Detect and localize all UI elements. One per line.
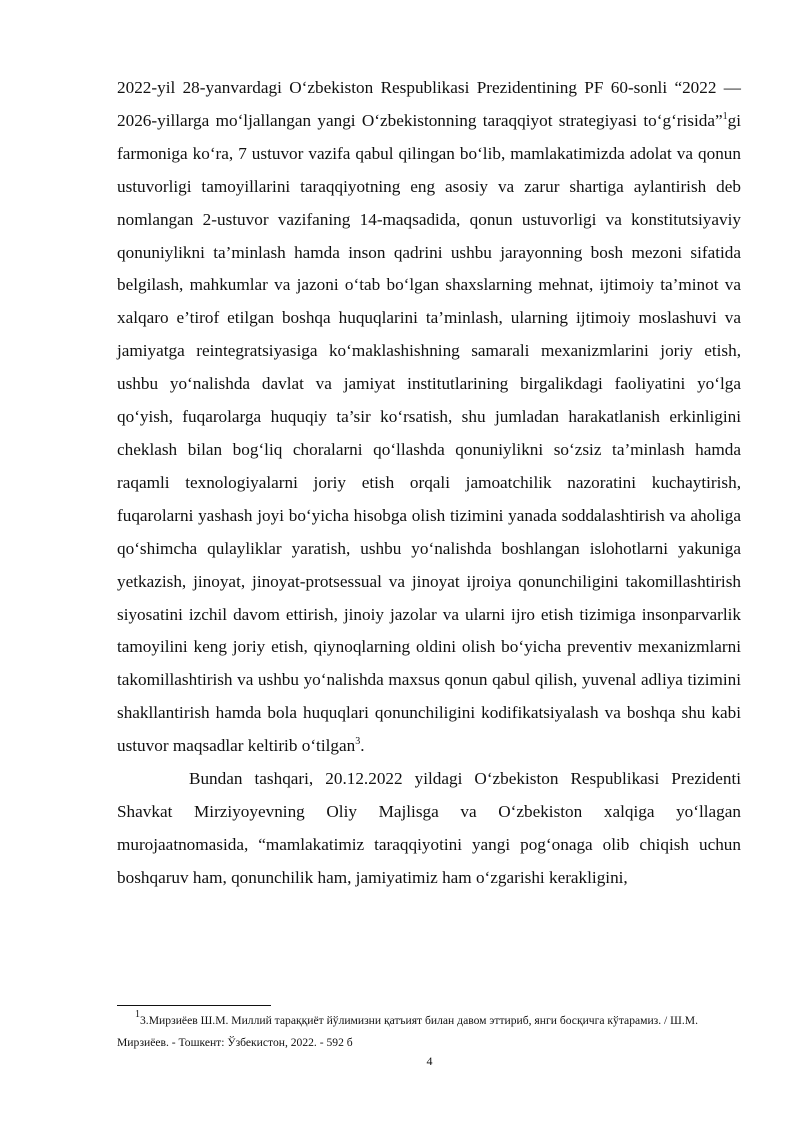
- paragraph-strategy: [117, 72, 741, 763]
- paragraph-address: Bundan tashqari, 20.12.2022 yildagi O‘zbekiston Respublikasi Prezidenti Shavkat Mirziyoyevning Oliy Majlisga va O‘zbekiston xalqiga yo‘llagan murojaatnomasida, “mamlakatimiz taraqqiyotini yangi pog‘onaga olib chiqish uchun boshqaruv ham, qonunchilik ham, jamiyatimiz ham o‘zgarishi kerakligini,: [117, 769, 741, 887]
- footnote-separator: [117, 1005, 271, 1006]
- footnote: [117, 1010, 747, 1054]
- footnote-reference-3[interactable]: 3: [355, 736, 361, 748]
- paragraph-1-text-b: gi farmoniga ko‘ra, 7 ustuvor vazifa qabul qilingan bo‘lib, mamlakatimizda adolat va qonun ustuvorligi tamoyillarini taraqqiyotning eng asosiy va zarur shartiga aylantirish deb nomlangan 2-ustuvor vazifaning 14-maqsadida, qonun ustuvorligi va konstitutsiyaviy qonuniylikni ta’minlash hamda inson qadrini ushbu jarayonning bosh mezoni sifatida belgilash, mahkumlar va jazoni o‘tab bo‘lgan shaxslarning mehnat, ijtimoiy ta’minot va xalqaro e’tirof etilgan boshqa huquqlarini ta’minlash, ularning ijtimoiy moslashuvi va jamiyatga reintegratsiyasiga ko‘maklashishning samarali mexanizmlarini joriy etish, ushbu yo‘nalishda davlat va jamiyat institutlarining birgalikdagi faoliyatini yo‘lga qo‘yish, fuqarolarga huquqiy ta’sir ko‘rsatish, shu jumladan harakatlanish erkinligini cheklash bilan bog‘liq choralarni qo‘llashda qonuniylikni so‘zsiz ta’minlash hamda raqamli texnologiyalarni joriy etish orqali jamoatchilik nazoratini kuchaytirish, fuqarolarni yashash joyi bo‘yicha hisobga olish tizimini yanada soddalashtirish va aholiga qo‘shimcha qulayliklar yaratish, ushbu yo‘nalishda boshlangan islohotlarni yakuniga yetkazish, jinoyat, jinoyat-protsessual va jinoyat ijroiya qonunchiligini takomillashtirish siyosatini izchil davom ettirish, jinoiy jazolar va ularni ijro etish tizimiga insonparvarlik tamoyilini keng joriy etish, qiynoqlarning oldini olish bo‘yicha preventiv mexanizmlarni takomillashtirish va ushbu yo‘nalishda maxsus qonun qabul qilish, yuvenal adliya tizimini shakllantirish hamda bola huquqlari qonunchiligini kodifikatsiyalash va boshqa shu kabi ustuvor maqsadlar keltirib o‘tilgan: [117, 110, 741, 756]
- footnote-reference[interactable]: 1: [722, 110, 728, 122]
- paragraph-1-text-a: 2022-yil 28-yanvardagi O‘zbekiston Respublikasi Prezidentining PF 60-sonli “2022 — 2026-yillarga mo‘ljallangan yangi O‘zbekistonning taraqqiyot strategiyasi to‘g‘risida”: [117, 78, 741, 130]
- paragraph-1-text-c: .: [360, 736, 365, 756]
- footnote-marker: 1: [135, 1009, 140, 1020]
- page-number: 4: [426, 1054, 433, 1068]
- body-text: [117, 72, 741, 895]
- footnote-text: 3.Мирзиёев Ш.М. Миллий тараққиёт йўлимизни қатъият билан давом эттириб, янги босқичга кўтарамиз. / Ш.М. Мирзиёев. - Тошкент: Ўзбекистон, 2022. - 592 б: [117, 1014, 698, 1049]
